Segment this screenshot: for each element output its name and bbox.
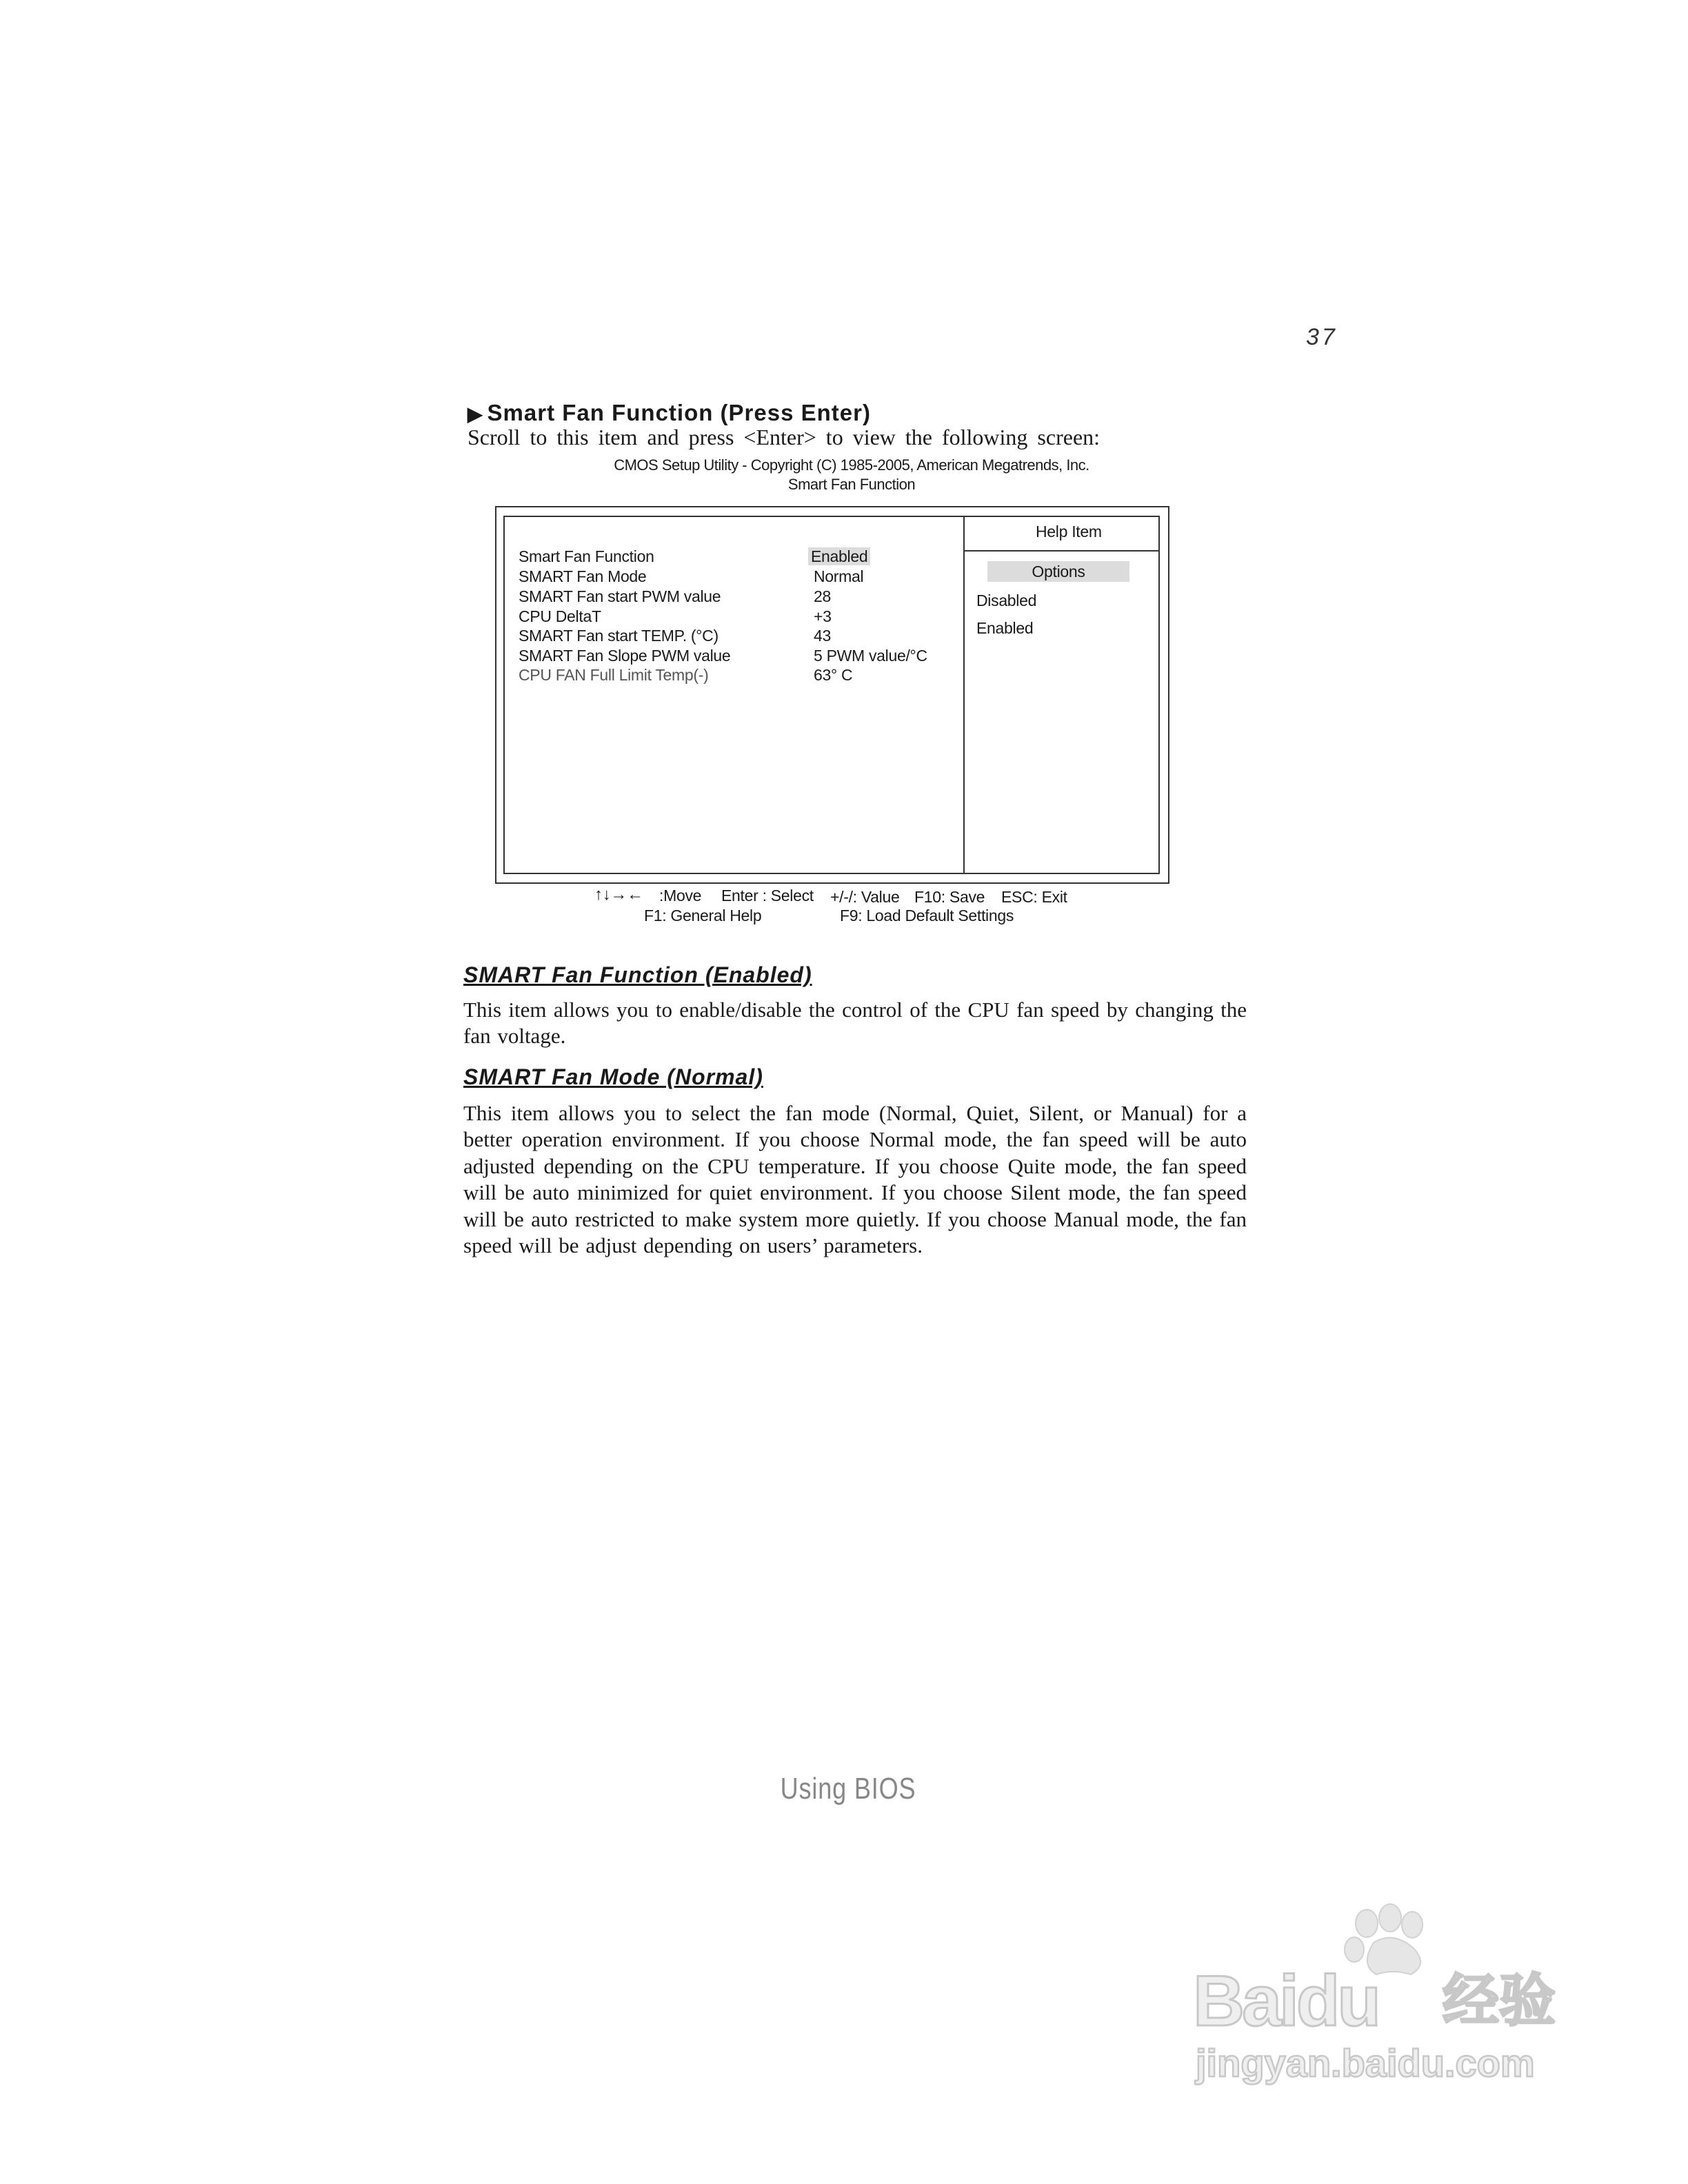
bios-item-label-full-limit-temp: CPU FAN Full Limit Temp(-) [519,666,709,684]
key-defaults: F9: Load Default Settings [840,907,1014,924]
bios-item-value-cpu-deltat[interactable]: +3 [814,607,832,625]
svg-text:Baidu: Baidu [1193,1961,1378,2041]
key-exit: ESC: Exit [1001,888,1067,906]
section-title: Smart Fan Function (Press Enter) [487,400,871,425]
bios-item-value-slope-pwm[interactable]: 5 PWM value/°C [814,647,927,665]
key-select: Enter : Select [721,887,814,904]
key-value: +/-/: Value [830,888,900,906]
bios-divider [963,516,965,874]
section-intro: Scroll to this item and press <Enter> to view the following screen: [468,425,1101,449]
subsection-body-function: This item allows you to enable/disable the control of the CPU fan speed by changing the fan voltage. [463,998,1247,1049]
bios-item-value-smart-fan-mode[interactable]: Normal [814,567,864,585]
bios-screen-title: Smart Fan Function [787,476,916,493]
subsection-heading-function: SMART Fan Function (Enabled) [463,962,812,987]
option-disabled[interactable]: Disabled [976,592,1037,609]
bios-item-value-smart-fan-function[interactable] [808,547,870,566]
key-help: F1: General Help [644,907,762,924]
subsection-body-mode: This item allows you to select the fan mode (Normal, Quiet, Silent, or Manual) for a better operation environment. If you choose Normal mode, the fan speed will be auto adjusted depending on the CPU temperature. If you choose Quite mode, the fan speed will be auto minimized for quiet environment. If you choose Silent mode, the fan speed will be auto restricted to make system more quietly. If you choose Manual mode, the fan speed will be adjust depending on users’ parameters. [463,1101,1247,1258]
bios-item-label-slope-pwm[interactable]: SMART Fan Slope PWM value [519,647,731,665]
bios-item-label-smart-fan-function[interactable]: Smart Fan Function [519,547,654,565]
option-enabled[interactable]: Enabled [976,619,1034,637]
bios-item-value-start-pwm[interactable]: 28 [814,587,831,605]
svg-text:jingyan.baidu.com: jingyan.baidu.com [1196,2041,1535,2085]
bios-item-label-start-pwm[interactable]: SMART Fan start PWM value [519,587,721,605]
help-divider [965,550,1160,552]
arrow-keys-icon: ↑↓→← [594,885,643,904]
section-heading [468,400,871,426]
bios-item-label-smart-fan-mode[interactable]: SMART Fan Mode [519,567,647,585]
page-footer: Using BIOS [780,1772,916,1806]
options-header: Options [987,561,1129,582]
page-number: 37 [1306,324,1338,350]
bios-item-value-full-limit-temp: 63° C [814,666,853,684]
bios-item-label-start-temp[interactable]: SMART Fan start TEMP. (°C) [519,627,719,645]
bios-item-label-cpu-deltat[interactable]: CPU DeltaT [519,607,601,625]
triangle-bullet-icon: ▶ [468,403,483,425]
bios-item-value-start-temp[interactable]: 43 [814,627,831,645]
help-item-title: Help Item [1036,523,1102,540]
svg-text:经验: 经验 [1443,1968,1556,2034]
subsection-heading-mode: SMART Fan Mode (Normal) [463,1064,763,1089]
selected-value-highlight: Enabled [808,547,870,565]
baidu-watermark-logo [1186,1903,1572,2096]
key-save: F10: Save [914,888,985,906]
bios-copyright: CMOS Setup Utility - Copyright (C) 1985-2005, American Megatrends, Inc. [614,456,1089,474]
key-move: :Move [659,887,702,904]
